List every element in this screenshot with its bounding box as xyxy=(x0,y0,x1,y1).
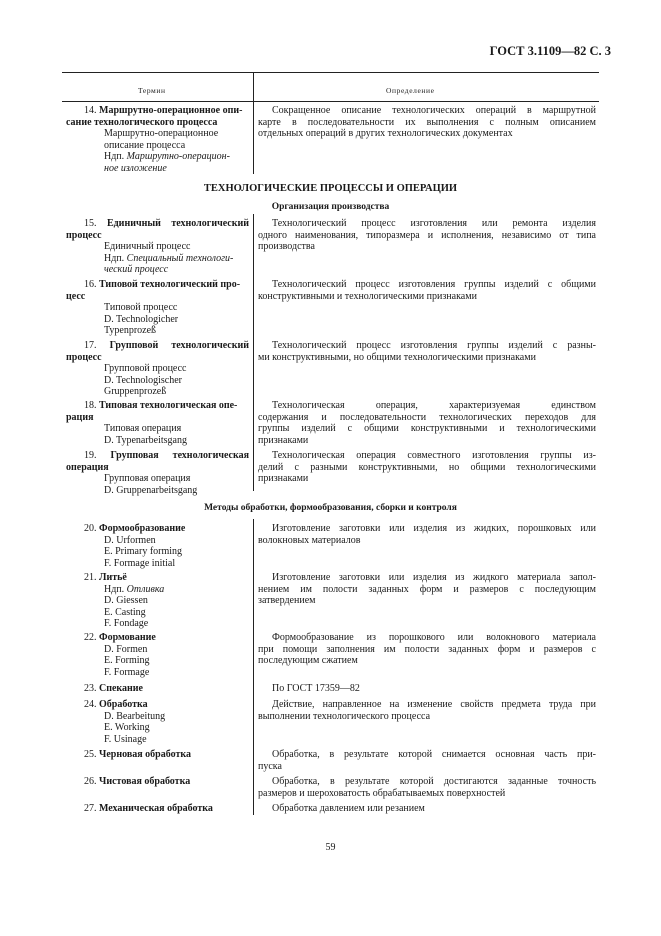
term-26: 26. Чистовая обработка xyxy=(84,776,191,787)
definition-20: Изготовление заготовки или изделия из жидких, порошковых или волокновых материалов xyxy=(258,523,596,546)
term-23: 23. Спекание xyxy=(84,683,143,694)
page-number: 59 xyxy=(325,842,336,853)
term-21: 21. Литьё Ндп. Отливка D. Giessen E. Casting F. Fondage xyxy=(84,572,165,629)
definition-22: Формообразование из порошкового или волокнового материала при помощи заполнения им полости заданных форм и размеров с последующим сжатием xyxy=(258,632,596,666)
table-header-rule xyxy=(62,101,599,102)
column-divider xyxy=(253,519,254,815)
term-20: 20. Формообразование D. Urformen E. Primary forming F. Formage initial xyxy=(84,523,186,569)
column-divider xyxy=(253,214,254,491)
definition-24: Действие, направленное на изменение свойств предмета труда при выполнении технологического процесса xyxy=(258,699,596,722)
definition-18: Технологическая операция, характеризуемая единством содержания и последовательности технологических переходов для группы изделий с общими конструктивными и технологическими признаками xyxy=(258,400,596,446)
term-27: 27. Механическая обработка xyxy=(84,803,213,814)
term-17: 17. Групповой технологический процесс Групповой процесс D. Technologischer Gruppenprozeß xyxy=(66,340,249,397)
term-16: 16. Типовой технологический про- цесс Типовой процесс D. Technologicher Typenprozeß xyxy=(66,279,241,336)
section-title-organization: Организация производства xyxy=(271,202,390,212)
column-head-definition: Определение xyxy=(386,86,435,95)
term-19: 19. Групповая технологическая операция Групповая операция D. Gruppenarbeitsgang xyxy=(66,450,250,496)
definition-16: Технологический процесс изготовления группы изделий с общими конструктивными и технологическими признаками xyxy=(258,279,596,302)
term-18: 18. Типовая технологическая опе- рация Типовая операция D. Typenarbeitsgang xyxy=(66,400,238,446)
definition-23: По ГОСТ 17359—82 xyxy=(272,683,360,694)
section-title-main: ТЕХНОЛОГИЧЕСКИЕ ПРОЦЕССЫ И ОПЕРАЦИИ xyxy=(203,183,458,194)
term-22: 22. Формование D. Formen E. Forming F. Formage xyxy=(84,632,156,678)
definition-21: Изготовление заготовки или изделия из жидкого материала запол- нением им полости заданных форм и размеров с последующим затвердением xyxy=(258,572,596,606)
definition-14: Сокращенное описание технологических операций в маршрутной карте в последовательности их выполнения с полным описанием отдельных операций в других технологических документах xyxy=(258,105,596,139)
section-title-methods: Методы обработки, формообразования, сборки и контроля xyxy=(204,503,457,513)
term-15: 15. Единичный технологический процесс Единичный процесс Ндп. Специальный технологи- ческий процесс xyxy=(66,218,250,275)
definition-26: Обработка, в результате которой достигаются заданные точность размеров и шероховатость обрабатываемых поверхностей xyxy=(258,776,596,799)
column-divider xyxy=(253,72,254,101)
definition-15: Технологический процесс изготовления или ремонта изделия одного наименования, типоразмера и исполнения, независимо от типа производства xyxy=(258,218,596,252)
term-25: 25. Черновая обработка xyxy=(84,749,191,760)
term-24: 24. Обработка D. Bearbeitung E. Working F. Usinage xyxy=(84,699,166,745)
definition-27: Обработка давлением или резанием xyxy=(272,803,425,814)
definition-25: Обработка, в результате которой снимается основная часть при- пуска xyxy=(258,749,596,772)
term-14: 14. Маршрутно-операционное опи- сание технологического процесса Маршрутно-операционное описание процесса Ндп. Маршрутно-операцион- ное изложение xyxy=(66,105,243,174)
column-head-term: Термин xyxy=(138,86,166,95)
definition-17: Технологический процесс изготовления группы изделий с разны- ми конструктивными, но общими технологическими признаками xyxy=(258,340,596,363)
column-divider xyxy=(253,101,254,174)
table-top-rule xyxy=(62,72,599,73)
page-header: ГОСТ 3.1109—82 С. 3 xyxy=(489,44,611,58)
definition-19: Технологическая операция совместного изготовления группы из- делий с разными конструктивными, но общими технологическими признаками xyxy=(258,450,596,484)
